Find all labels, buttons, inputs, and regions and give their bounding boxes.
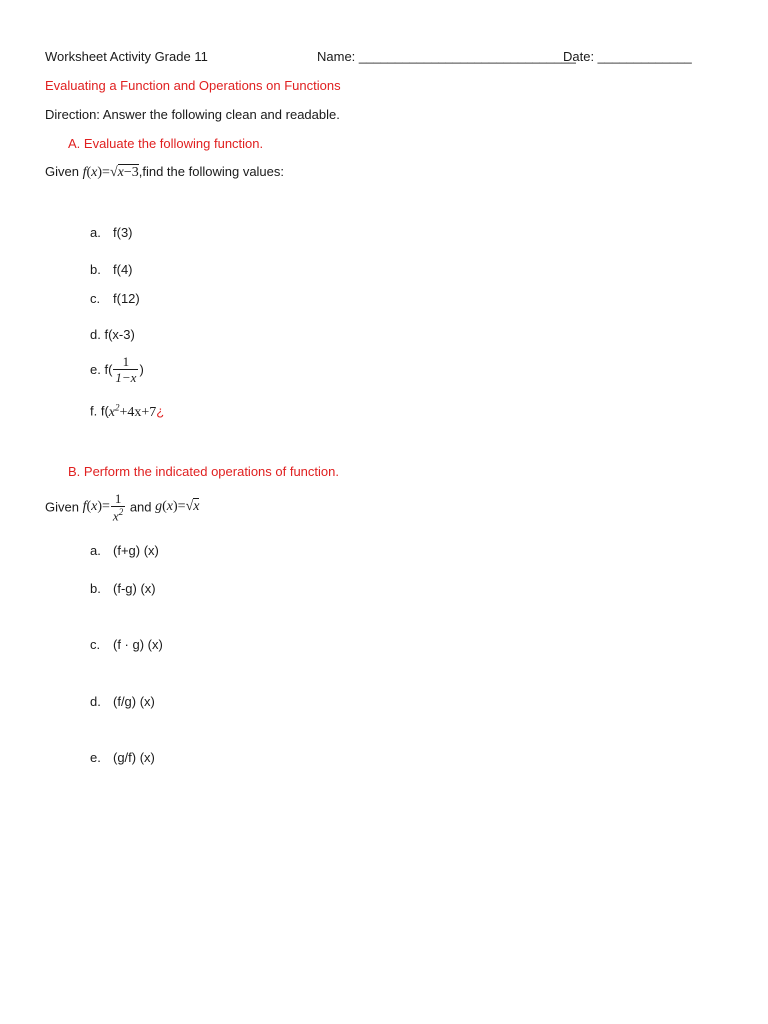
function-f-lhs: f(x)= bbox=[82, 499, 110, 515]
list-item-e bbox=[90, 355, 144, 384]
direction-text: Direction: Answer the following clean and readable. bbox=[45, 107, 340, 122]
item-f-expression: $x^2+4x+7$ bbox=[108, 402, 157, 420]
item-text: (g/f) (x) bbox=[113, 750, 155, 765]
list-item: d. f(x-3) bbox=[90, 327, 135, 342]
list-item bbox=[90, 225, 133, 240]
item-e-suffix: ) bbox=[139, 362, 144, 377]
list-item bbox=[90, 262, 133, 277]
list-item bbox=[90, 637, 163, 652]
item-text: (f+g) (x) bbox=[113, 543, 159, 558]
worksheet-subtitle: Evaluating a Function and Operations on Functions bbox=[45, 78, 341, 93]
item-letter: a. bbox=[90, 543, 101, 558]
list-item bbox=[90, 291, 140, 306]
date-field: Date: _____________ bbox=[563, 49, 692, 64]
item-f-expression-rest: +4x+7 bbox=[119, 404, 157, 420]
item-f-tail: ¿ bbox=[156, 403, 165, 419]
fraction-denominator: 1−x bbox=[115, 370, 137, 385]
item-e-prefix: e. f( bbox=[90, 362, 113, 377]
given-prefix: Given bbox=[45, 499, 83, 515]
list-item bbox=[90, 694, 155, 709]
fraction-numerator: 1 bbox=[111, 492, 125, 507]
part-a-given bbox=[45, 164, 284, 181]
item-letter: c. bbox=[90, 637, 101, 652]
list-item bbox=[90, 543, 159, 558]
item-text: (f-g) (x) bbox=[113, 581, 156, 596]
part-b-heading: B. Perform the indicated operations of function. bbox=[68, 464, 339, 479]
part-b-given bbox=[45, 492, 199, 522]
item-f-prefix: f. f( bbox=[90, 403, 109, 419]
function-f-definition: f(x)=√x−3 bbox=[82, 165, 139, 180]
worksheet-title: Worksheet Activity Grade 11 bbox=[45, 49, 208, 64]
item-e-fraction bbox=[113, 355, 138, 384]
and-text: and bbox=[126, 499, 156, 515]
item-letter: d. bbox=[90, 694, 101, 709]
fraction-numerator: 1 bbox=[113, 355, 138, 370]
item-letter: b. bbox=[90, 581, 101, 596]
item-text: (f/g) (x) bbox=[113, 694, 155, 709]
item-text: (f · g) (x) bbox=[113, 637, 163, 652]
function-f-fraction bbox=[111, 492, 125, 522]
given-suffix: ,find the following values: bbox=[138, 164, 285, 179]
item-letter: b. bbox=[90, 262, 101, 277]
item-letter: c. bbox=[90, 291, 101, 306]
item-text: f(4) bbox=[113, 262, 133, 277]
list-item bbox=[90, 750, 155, 765]
name-field: Name: ______________________________ bbox=[317, 49, 576, 64]
item-text: f(12) bbox=[113, 291, 140, 306]
list-item bbox=[90, 581, 156, 596]
given-prefix: Given bbox=[45, 164, 83, 179]
item-letter: a. bbox=[90, 225, 101, 240]
fraction-denominator: $x^2$ bbox=[112, 507, 124, 524]
item-text: f(3) bbox=[113, 225, 133, 240]
list-item-f bbox=[90, 402, 164, 421]
item-letter: e. bbox=[90, 750, 101, 765]
part-a-heading: A. Evaluate the following function. bbox=[68, 136, 264, 151]
function-g-definition: g(x)=√x bbox=[155, 499, 200, 515]
